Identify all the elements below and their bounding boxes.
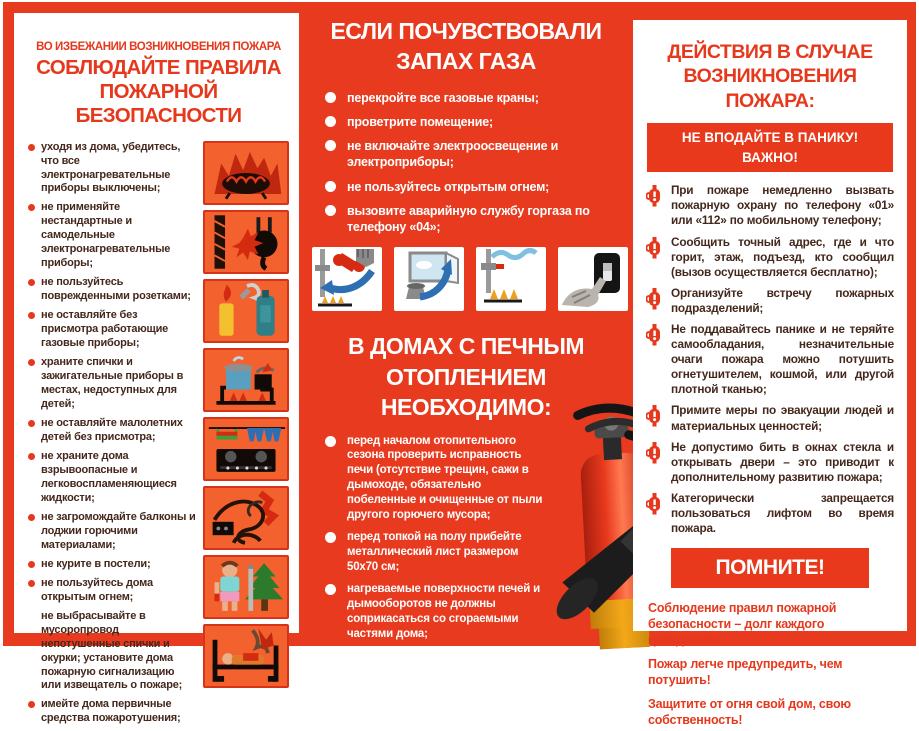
list-item [28,610,196,694]
stove-rules-list [325,434,547,716]
left-pictogram-column [203,141,289,731]
bullet-dot [28,701,35,708]
action-text: Примите меры по эвакуации людей и материальных ценностей; [671,403,894,433]
action-text: При пожаре немедленно вызвать пожарную охрану по телефону «01» или «112» по мобильному телефону; [671,183,894,228]
bullet-dot [28,204,35,211]
extinguisher-bullet-icon [646,287,662,316]
gas-rules-list [325,90,627,236]
left-panel-pretitle: ВО ИЗБЕЖАНИИ ВОЗНИКНОВЕНИЯ ПОЖАРА [36,41,281,53]
extinguisher-bullet-icon [646,404,662,433]
bullet-dot [325,205,336,216]
bullet-dot [28,580,35,587]
rule-text: проветрите помещение; [347,114,493,129]
action-text: Организуйте встречу пожарных подразделений; [671,285,894,315]
bullet-dot [28,453,35,460]
burning-electric-heater-icon [203,141,289,205]
list-item [325,582,547,642]
list-item [325,686,547,716]
list-item [646,440,894,485]
rule-text: не пользуйтесь открытым огнем; [347,179,550,194]
rule-text: не храните дома взрывоопасные и легковоспламеняющиеся жидкости; [41,449,177,504]
list-item [325,203,627,236]
left-panel [14,13,299,725]
list-item [28,511,196,553]
rule-text: перед топкой на полу прибейте металлический лист размером 50х70 см; [347,531,522,574]
list-item [28,558,196,572]
rule-text: перед началом отопительного сезона проверить исправность печи (отсутствие трещин, сажи в дымоходе, обязательно побеленные и очищенные от пыли другого горючего мусора; [347,434,543,522]
bullet-dot [28,514,35,521]
rule-text: не загромождайте балконы и лоджии горючими материалами; [41,510,196,551]
extinguisher-bullet-icon [646,492,662,536]
rule-text: не оставляйте без присмотра работающие газовые приборы; [41,309,169,350]
list-item [646,286,894,316]
left-panel-body [28,141,289,731]
bullet-dot [28,561,35,568]
list-item [325,114,627,130]
extinguisher-bullet-icon [646,236,662,280]
extinguisher-bullet-icon [646,323,662,397]
candle-match-gas-cylinder-icon [203,279,289,343]
bullet-dot [325,436,336,447]
list-item [646,491,894,536]
bullet-dot [325,140,336,151]
gas-leak-smell-icon [476,247,546,311]
list-item [28,201,196,271]
bullet-dot [28,312,35,319]
right-panel-title: ДЕЙСТВИЯ В СЛУЧАЕ ВОЗНИКНОВЕНИЯ ПОЖАРА: [667,41,873,112]
rule-text: не пользуйтесь поврежденными розетками; [41,276,191,303]
rule-text: храните спички и зажигательные приборы в местах, недоступных для детей; [41,356,184,411]
list-item [646,183,894,228]
list-item [646,322,894,397]
boiling-pots-on-fire-icon [203,348,289,412]
no-panic-banner [647,123,893,172]
rule-text: не применяйте нестандартные и самодельные электронагревательные приборы; [41,201,171,270]
burning-electric-wires-icon [203,486,289,550]
rule-text: уходя из дома, убедитесь, что все электронагревательные приборы выключены; [41,140,181,195]
gas-section-title: ЕСЛИ ПОЧУВСТВОВАЛИ ЗАПАХ ГАЗА [330,18,602,75]
list-item [325,649,547,679]
rule-text: не курите в постели; [41,557,151,570]
bullet-dot [325,688,336,699]
left-rules-list [28,141,196,731]
banner-line: ВАЖНО! [742,149,798,165]
action-text: Не поддавайтесь панике и не теряйте самообладания, незначительные очаги пожара можно потушить огнетушителем, кошмой, или другой плотной тканью; [671,322,894,397]
clothes-drying-over-gas-stove-icon [203,417,289,481]
list-item [28,356,196,412]
bullet-dot [325,181,336,192]
bullet-dot [28,420,35,427]
list-item [28,698,196,726]
rule-text: минимальное расстояние от печи до мебели – 1,25 м; [347,649,535,677]
bullet-dot [28,279,35,286]
stove-section-title: В ДОМАХ С ПЕЧНЫМ ОТОПЛЕНИЕМ НЕОБХОДИМО: [347,333,585,421]
rule-text: не выбрасывайте в мусоропровод непотушенные спички и окурки; установите дома пожарную сигнализацию или извещатель о пожаре; [41,609,183,692]
bullet-dot [325,532,336,543]
list-item [28,450,196,506]
gas-pictogram-strip [312,247,620,311]
list-item [325,179,627,195]
right-panel [633,20,907,728]
bullet-dot [325,651,336,662]
extinguisher-bullet-icon [646,441,662,485]
rule-text: нагреваемые поверхности печей и дымооборотов не должны соприкасаться со сгораемыми частями дома; [347,582,540,640]
list-item [28,141,196,197]
bullet-dot [325,92,336,103]
rule-text: вызовите аварийную службу горгаза по телефону «04»; [347,203,590,235]
child-with-matches-near-tree-icon [203,555,289,619]
do-not-touch-switches-icon [558,247,628,311]
rule-text: имейте дома первичные средства пожаротушения; [41,698,181,725]
bullet-dot [325,584,336,595]
bullet-dot [28,144,35,151]
rule-text: не включайте электроосвещение и электроприборы; [347,139,559,170]
remember-banner: ПОМНИТЕ! [671,548,869,588]
footer-text: Пожар легче предупредить, чем потушить! [648,657,843,688]
smoking-in-bed-icon [203,624,289,688]
list-item [325,90,627,106]
list-item [646,235,894,280]
damaged-plug-and-socket-icon [203,210,289,274]
extinguisher-bullet-icon [646,184,662,228]
list-item [28,276,196,304]
list-item [325,530,547,575]
close-gas-valve-icon [312,247,382,311]
action-text: Сообщить точный адрес, где и что горит, этаж, подъезд, кто сообщил (вызов осуществляется бесплатно); [671,234,894,279]
list-item [646,403,894,433]
footer-text: Защитите от огня свой дом, свою собственность! [648,697,851,728]
footer-text: Соблюдение правил пожарной безопасности – долг каждого гражданина. [648,601,837,648]
left-panel-title: СОБЛЮДАЙТЕ ПРАВИЛА ПОЖАРНОЙ БЕЗОПАСНОСТИ [36,56,281,128]
list-item [28,417,196,445]
rule-text: не пользуйтесь дома открытым огнем; [41,576,153,603]
action-text: Не допустимо бить в окнах стекла и открывать двери – это приводит к дополнительному развитию пожара; [671,439,894,484]
bullet-dot [28,359,35,366]
list-item [325,434,547,524]
rule-text: перекройте все газовые краны; [347,90,539,105]
ventilate-room-icon [394,247,464,311]
bullet-dot [325,116,336,127]
rule-text: не оставляйте малолетних детей без присмотра; [41,417,183,443]
banner-line: НЕ ВПОДАЙТЕ В ПАНИКУ! [681,130,859,146]
action-text: Категорически запрещается пользоваться лифтом во время пожара. [671,490,894,536]
list-item [325,138,627,171]
rule-text: следите за тем, чтобы дверь топки была плотно закрыта; [347,686,542,714]
list-item [28,577,196,605]
list-item [28,309,196,351]
